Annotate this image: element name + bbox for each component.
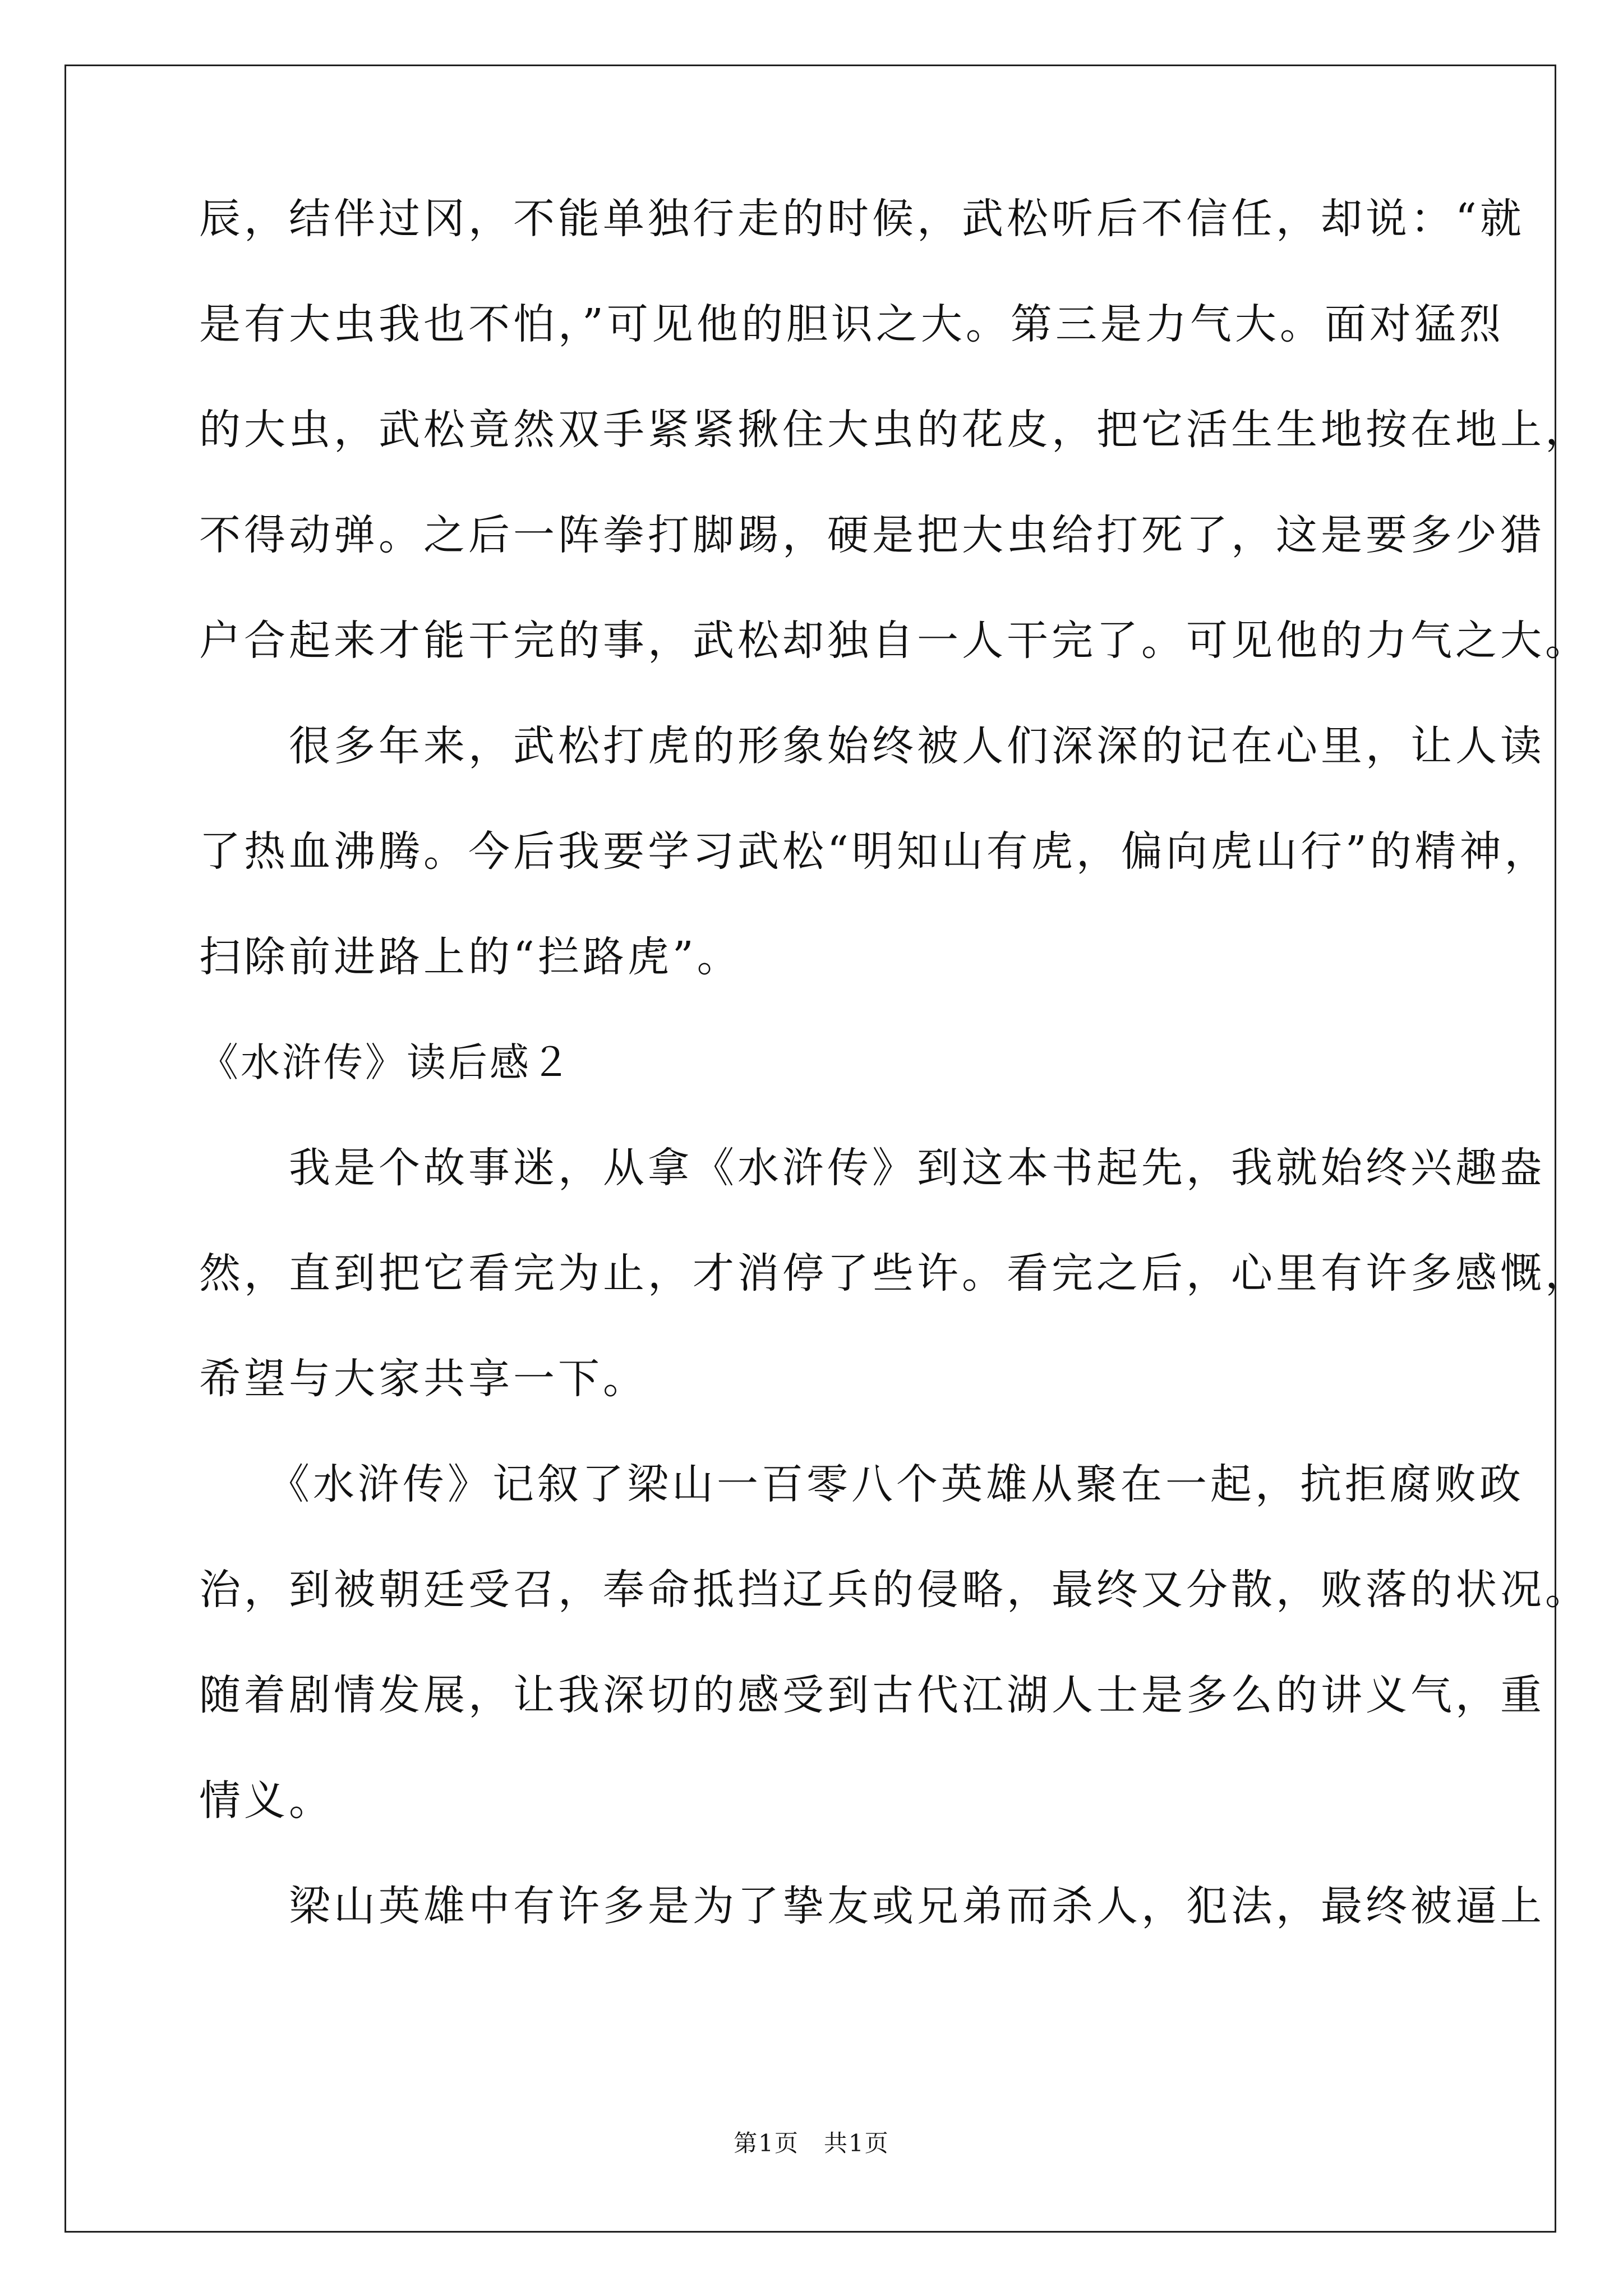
text-line: 不得动弹。之后一阵拳打脚踢，硬是把大虫给打死了，这是要多少猎: [199, 511, 1545, 559]
text-line: 扫除前进路上的“拦路虎”。: [199, 933, 742, 981]
text-line: 梁山英雄中有许多是为了挚友或兄弟而杀人，犯法，最终被逼上: [199, 1882, 1545, 1930]
text-line: 了热血沸腾。今后我要学习武松“明知山有虎，偏向虎山行”的精神，: [199, 827, 1550, 876]
text-line: 是有大虫我也不怕，”可见他的胆识之大。第三是力气大。面对猛烈: [199, 300, 1504, 348]
text-line: 户合起来才能干完的事，武松却独自一人干完了。可见他的力气之大。: [199, 616, 1590, 665]
text-line: 辰，结伴过冈，不能单独行走的时候，武松听后不信任，却说：“就: [199, 195, 1525, 243]
text-line: 情义。: [199, 1777, 334, 1825]
text-line: 希望与大家共享一下。: [199, 1355, 648, 1403]
section-heading: 《水浒传》读后感２: [199, 1039, 573, 1085]
text-line: 的大虫，武松竟然双手紧紧揪住大虫的花皮，把它活生生地按在地上，: [199, 406, 1590, 454]
text-line: 很多年来，武松打虎的形象始终被人们深深的记在心里，让人读: [199, 722, 1545, 770]
text-line: 然，直到把它看完为止，才消停了些许。看完之后，心里有许多感慨，: [199, 1249, 1590, 1297]
text-line: 治，到被朝廷受召，奉命抵挡辽兵的侵略，最终又分散，败落的状况。: [199, 1566, 1590, 1614]
page-number-footer: 第1页 共1页: [734, 2129, 889, 2157]
text-line: 随着剧情发展，让我深切的感受到古代江湖人士是多么的讲义气，重: [199, 1671, 1545, 1719]
text-line: 《水浒传》记叙了梁山一百零八个英雄从聚在一起，抗拒腐败政: [199, 1460, 1524, 1508]
text-line: 我是个故事迷，从拿《水浒传》到这本书起先，我就始终兴趣盎: [199, 1144, 1545, 1192]
